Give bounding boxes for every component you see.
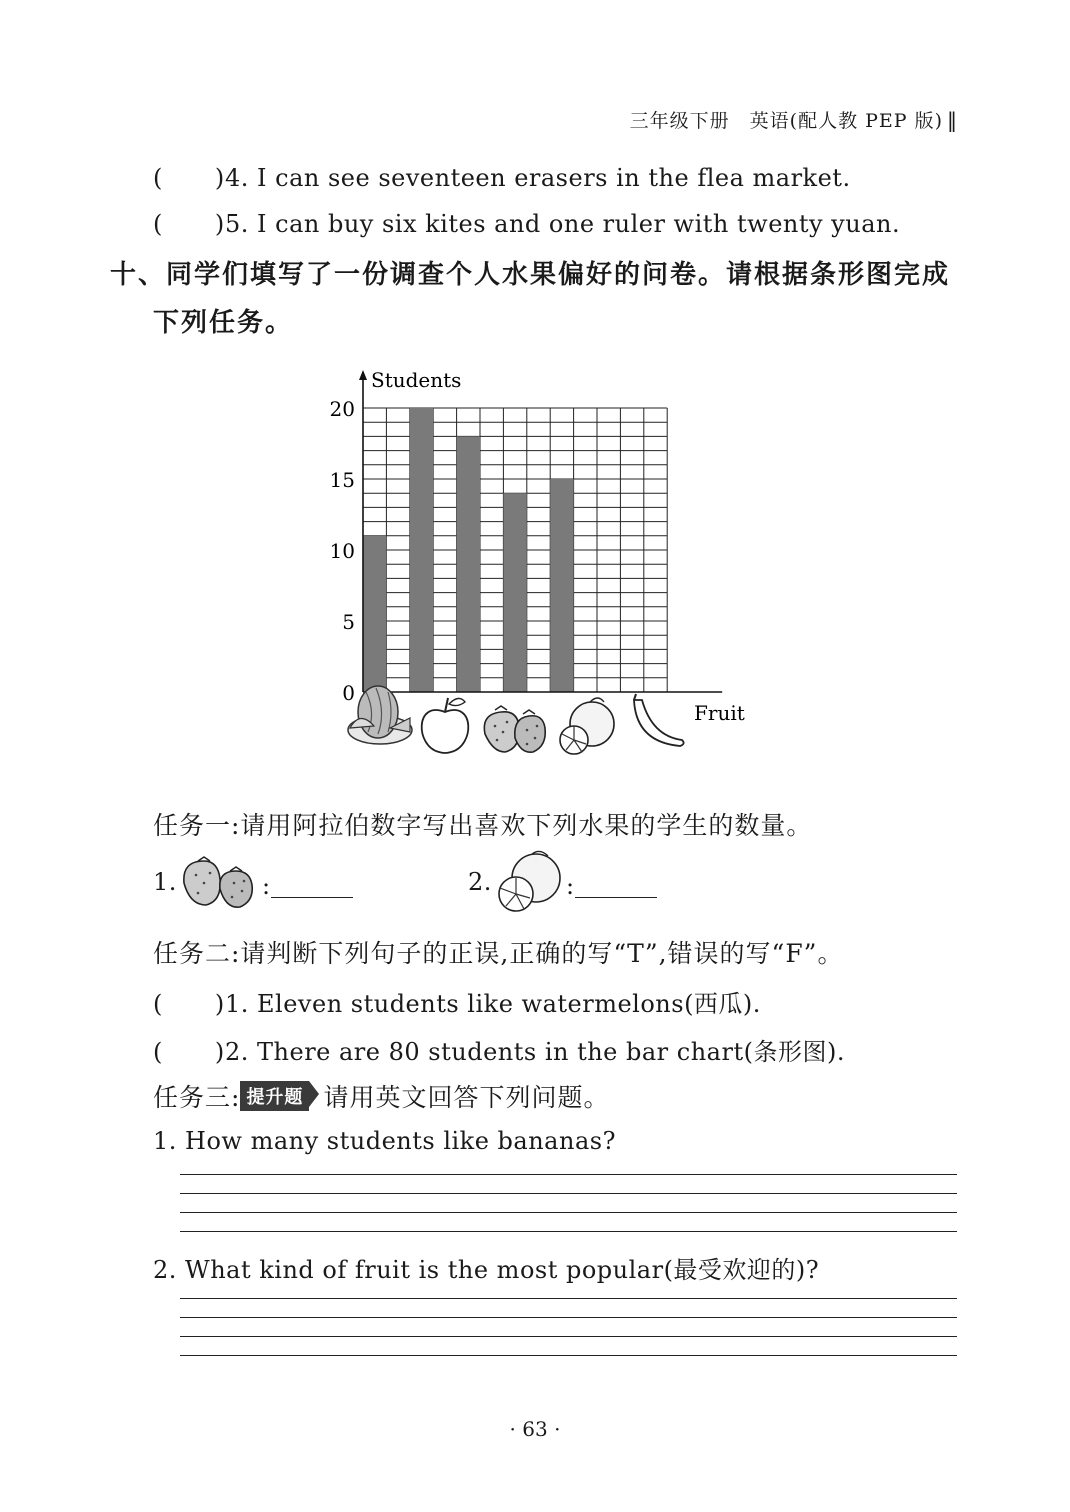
answer-line[interactable] bbox=[180, 1174, 957, 1175]
bar-orange bbox=[503, 493, 526, 692]
bar-banana bbox=[550, 479, 573, 692]
y-axis-label: Students bbox=[371, 368, 462, 392]
bar-strawberry bbox=[457, 436, 480, 692]
apple-icon bbox=[422, 698, 469, 753]
y-tick-label: 15 bbox=[329, 468, 355, 492]
prev-item-4-text: 4. I can see seventeen erasers in the flea market. bbox=[225, 164, 851, 192]
x-axis-label: Fruit bbox=[694, 701, 745, 725]
task1-q2 bbox=[468, 868, 492, 896]
bar-watermelon bbox=[363, 536, 386, 692]
banana-icon bbox=[634, 694, 684, 746]
watermelon-icon bbox=[348, 686, 412, 744]
answer-line[interactable] bbox=[180, 1231, 957, 1232]
task1-answer-1[interactable]: : bbox=[262, 872, 353, 900]
task2-title: 任务二:请判断下列句子的正误,正确的写“T”,错误的写“F”。 bbox=[153, 939, 844, 968]
bar-chart bbox=[320, 360, 760, 770]
task1-title: 任务一:请用阿拉伯数字写出喜欢下列水果的学生的数量。 bbox=[153, 811, 813, 840]
task1-q2-number: 2. bbox=[468, 868, 492, 896]
answer-line[interactable] bbox=[180, 1355, 957, 1356]
answer-paren-5[interactable]: ( ) bbox=[153, 210, 225, 238]
answer-line[interactable] bbox=[180, 1193, 957, 1194]
y-tick-label: 5 bbox=[342, 610, 355, 634]
strawberry-icon bbox=[180, 855, 260, 915]
header-bars: ‖ bbox=[947, 108, 958, 132]
answer-line[interactable] bbox=[180, 1212, 957, 1213]
prev-item-5-text: 5. I can buy six kites and one ruler with twenty yuan. bbox=[225, 210, 901, 238]
task2-item-1 bbox=[153, 984, 761, 1019]
header-text: 三年级下册 英语(配人教 PEP 版) bbox=[629, 110, 943, 132]
strawberry-icon bbox=[484, 706, 545, 752]
answer-line[interactable] bbox=[180, 1317, 957, 1318]
y-tick-label: 20 bbox=[329, 397, 355, 421]
y-tick-label: 10 bbox=[329, 539, 355, 563]
answer-line[interactable] bbox=[180, 1298, 957, 1299]
y-axis-arrow bbox=[359, 370, 367, 380]
chart-ticks bbox=[330, 397, 355, 705]
task3-q2: 2. What kind of fruit is the most popular(最受欢迎的)? bbox=[153, 1256, 820, 1284]
answer-line[interactable] bbox=[180, 1336, 957, 1337]
orange-icon bbox=[494, 850, 566, 916]
advanced-badge: 提升题 bbox=[240, 1081, 309, 1111]
task1-q1-number: 1. bbox=[153, 868, 177, 896]
page-header bbox=[630, 106, 958, 133]
task2-paren-2[interactable]: ( ) bbox=[153, 1038, 225, 1066]
task2-item-1-text: 1. Eleven students like watermelons(西瓜). bbox=[225, 990, 761, 1018]
task3-prefix: 任务三: bbox=[153, 1083, 241, 1112]
task3-title bbox=[153, 1078, 609, 1114]
task3-instruction: 请用英文回答下列问题。 bbox=[323, 1083, 610, 1112]
task3-q1: 1. How many students like bananas? bbox=[153, 1127, 616, 1155]
task1-answer-2[interactable]: : bbox=[566, 872, 657, 900]
prev-item-4 bbox=[153, 164, 851, 192]
section-10-line2: 下列任务。 bbox=[153, 308, 294, 338]
section-10-line1: 十、同学们填写了一份调查个人水果偏好的问卷。请根据条形图完成 bbox=[110, 260, 951, 290]
task2-item-2 bbox=[153, 1032, 845, 1067]
orange-icon bbox=[560, 698, 614, 754]
answer-paren-4[interactable]: ( ) bbox=[153, 164, 225, 192]
bar-apple bbox=[410, 408, 433, 692]
y-tick-label: 0 bbox=[342, 681, 355, 705]
page-number: · 63 · bbox=[509, 1417, 561, 1441]
task2-item-2-text: 2. There are 80 students in the bar chart(条形图). bbox=[225, 1038, 845, 1066]
prev-item-5 bbox=[153, 210, 900, 238]
task1-q1 bbox=[153, 868, 177, 896]
task2-paren-1[interactable]: ( ) bbox=[153, 990, 225, 1018]
